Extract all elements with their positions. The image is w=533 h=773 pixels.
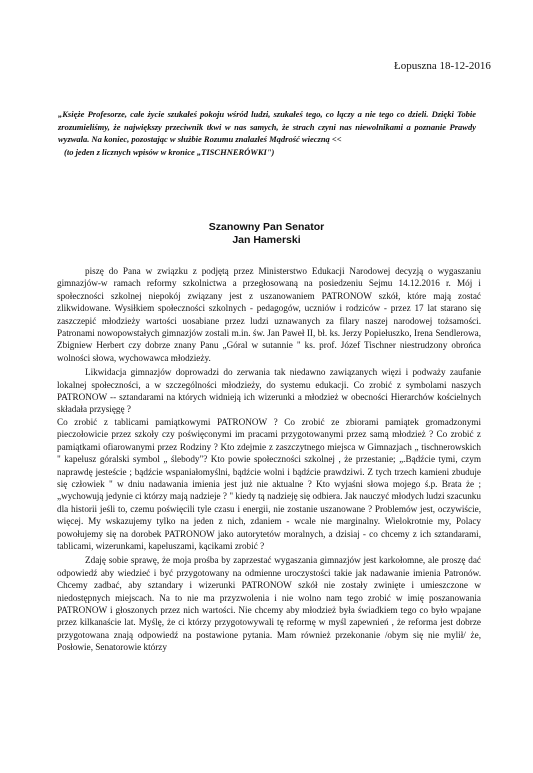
quote-block (58, 108, 476, 158)
addressee-block (0, 221, 533, 247)
paragraph-1: piszę do Pana w związku z podjętą przez Ministerstwo Edukacji Narodowej decyzją o wygaszaniu gimnazjów-w ramach reformy szkolnictwa a przegłosowaną na posiedzeniu Sejmu 14.12.2016 r. Mój i społeczności szkolnej niepokój związany jest z uszanowaniem PATRONOW szkół, które mają zostać zlikwidowane. Wysiłkiem społeczności szkolnych - pedagogów, uczniów i rodziców - przez 17 lat starano się zaszczepić młodzieży wartości uosabiane przez ludzi uznawanych za filary naszej narodowej tożsamości. Patronami nowopowstałych gimnazjów zostali m.in. św. Jan Paweł II, bł. ks. Jerzy Popiełuszko, Irena Sendlerowa, Zbigniew Herbert czy dobrze znany Panu „Góral w sutannie " ks. prof. Józef Tischner niestrudzony obrońca wolności słowa, wychowawca młodzieży. (57, 266, 481, 363)
paragraph-3: Co zrobić z tablicami pamiątkowymi PATRONOW ? Co zrobić ze zbiorami pamiątek gromadzonymi pieczołowicie przez szkoły czy poświęconymi im pracami przygotowanymi przez samą młodzież ? Co zrobić z pamiątkami ofiarowanymi przez Rodziny ? Kto zdejmie z zaszczytnego miejsca w Gimnazjach „ tischnerowskich " kapelusz góralski symbol „ ślebody"? Kto powie społeczności szkolnej , że przestanie; „.Bądźcie tymi, czym naprawdę jesteście ; bądźcie wspaniałomyślni, bądźcie wolni i bądźcie prawdziwi. Z tych trzech kamieni zbuduje się człowiek " w dniu nadawania imienia jest już nie aktualne ? Kto wyjaśni słowa mojego ś.p. Brata że ; „wychowują jedynie ci którzy mają nadzieje ? " kiedy tą nadzieję się odbiera. Jak nauczyć młodych ludzi szacunku dla historii jeśli to, czemu poświęcili tyle czasu i energii, nie zostanie uszanowane ? Problemów jest, oczywiście, więcej. My wskazujemy tylko na jeden z nich, zdaniem - wcale nie marginalny. Wielokrotnie my, Polacy powołujemy się na dorobek PATRONOW jako autorytetów moralnych, a dzisiaj - co chcemy z ich sztandarami, tablicami, wizerunkami, kapeluszami, kącikami zrobić ? (57, 416, 481, 551)
quote-text: „Księże Profesorze, całe życie szukałeś pokoju wśród ludzi, szukałeś tego, co łączy a nie tego co dzieli. Dzięki Tobie zrozumieliśmy, że największy przeciwnik tkwi w nas samych, że strach czyni nas niewolnikami a poznanie Prawdy wyzwala. Na koniec, pozostając w służbie Rozumu znalazłeś Mądrość wieczną << (58, 109, 476, 144)
paragraph-4: Zdaję sobie sprawę, że moja prośba by zaprzestać wygaszania gimnazjów jest karkołomne, ale proszę dać odpowiedź aby wiedzieć i być przygotowany na odmienne uroczystości takie jak nadawanie imienia Patronów. Chcemy zadbać, aby sztandary i wizerunki PATRONOW szkół nie zostały zwinięte i umieszczone w niedostępnych miejscach. Na to nie ma przyzwolenia i nie wolno nam tego zrobić w imię poszanowania PATRONOW i głoszonych przez nich wartości. Nie chcemy aby młodzież była świadkiem tego co było wpajane przez kilkanaście lat. Myślę, że ci którzy przygotowywali tę reformę w myśl zapewnień , że reforma jest dobrze przygotowana znają odpowiedź na postawione pytania. Mam również przekonanie /obym się nie mylił/ że, Posłowie, Senatorowie którzy (57, 555, 481, 653)
date-line: Łopuszna 18-12-2016 (394, 60, 491, 72)
paragraph-2: Likwidacja gimnazjów doprowadzi do zerwania tak niedawno zawiązanych więzi i podważy zaufanie lokalnej społeczności, a w szczególności młodzieży, do systemu edukacji. Co zrobić z symbolami naszych PATRONOW -- sztandarami na których widnieją ich wizerunki a młodzież w obecności Hierarchów kościelnych składała przysięgę ? (57, 367, 481, 415)
letter-body (57, 265, 481, 654)
quote-source: (to jeden z licznych wpisów w kronice „TISCHNERÓWKI") (64, 146, 275, 157)
addressee-salutation: Szanowny Pan Senator (208, 221, 325, 233)
addressee-name: Jan Hamerski (232, 234, 301, 246)
